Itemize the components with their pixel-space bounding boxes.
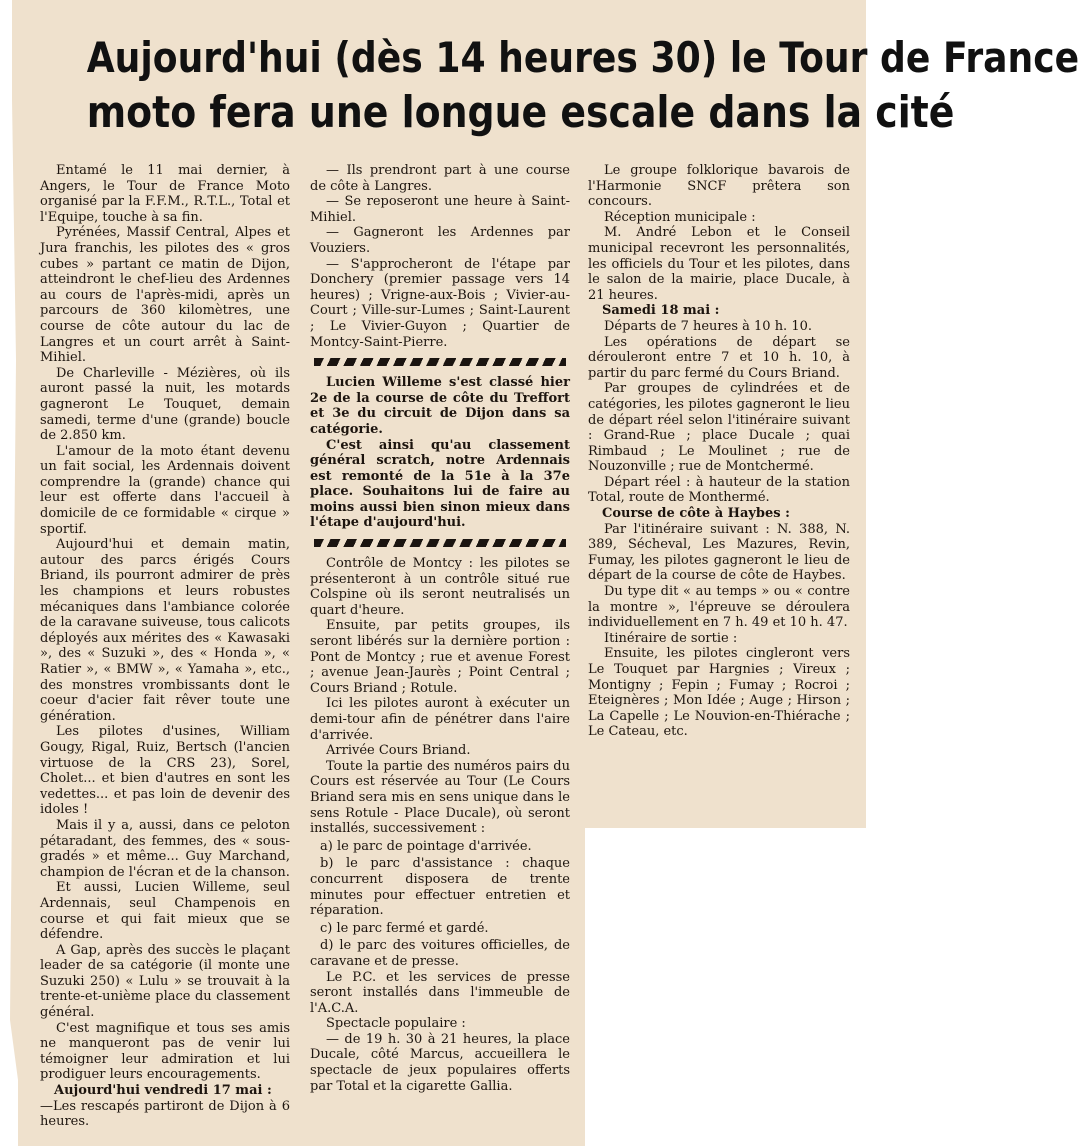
column-2-bottom [310, 556, 570, 1094]
paragraph: Pyrénées, Massif Central, Alpes et Jura franchis, les pilotes des « gros cubes » partant ce matin de Dijon, atteindront le chef-lieu des Ardennes au cours de l'après-midi, après un parcours de 360 kilomètres, une course de côte autour du lac de Langres et un court arrêt à Saint-Mihiel. [40, 225, 290, 366]
column-2-top [310, 163, 570, 350]
paragraph: b) le parc d'assistance : chaque concurrent disposera de trente minutes pour effectuer entretien et réparation. [310, 856, 570, 919]
paragraph: Ensuite, par petits groupes, ils seront libérés sur la dernière portion : Pont de Montcy ; rue et avenue Forest ; avenue Jean-Jaurès ; Point Central ; Cours Briand ; Rotule. [310, 618, 570, 696]
paragraph: Du type dit « au temps » ou « contre la montre », l'épreuve se déroulera individuellement en 7 h. 49 et 10 h. 47. [588, 584, 850, 631]
paragraph: Ici les pilotes auront à exécuter un demi-tour afin de pénétrer dans l'aire d'arrivée. [310, 696, 570, 743]
paragraph: Entamé le 11 mai dernier, à Angers, le Tour de France Moto organisé par la F.F.M., R.T.L., Total et l'Equipe, touche à sa fin. [40, 163, 290, 225]
willeme-box [310, 375, 570, 531]
column-1 [40, 163, 290, 1130]
paragraph: Départs de 7 heures à 10 h. 10. [604, 318, 812, 334]
paragraph: Par l'itinéraire suivant : N. 388, N. 389, Sécheval, Les Mazures, Revin, Fumay, les pilotes gagneront le lieu de départ de la course de côte de Haybes. [588, 521, 850, 584]
paragraph: Mais il y a, aussi, dans ce peloton pétaradant, des femmes, des « sous-gradés » et même... Guy Marchand, champion de l'écran et de la chanson. [40, 817, 290, 880]
paragraph: Course de côte à Haybes : [602, 506, 790, 522]
paragraph: — Se reposeront une heure à Saint-Mihiel. [310, 194, 570, 225]
paragraph: De Charleville - Mézières, où ils auront passé la nuit, les motards gagneront Le Touquet, demain samedi, terme d'une (grande) boucle de 2.850 km. [40, 365, 290, 444]
paragraph: Toute la partie des numéros pairs du Cours est réservée au Tour (Le Cours Briand sera mis en sens unique dans le sens Rotule - Place Ducale), où seront installés, successivement : [310, 758, 570, 837]
column-3 [588, 163, 850, 740]
separator-rule [314, 539, 566, 547]
paragraph: C'est ainsi qu'au classement général scratch, notre Ardennais est remonté de la 51e à la 37e place. Souhaitons lui de faire au moins aussi bien sinon mieux dans l'étape d'aujourd'hui. [310, 437, 570, 531]
paragraph: A Gap, après des succès le plaçant leader de sa catégorie (il monte une Suzuki 250) « Lulu » se trouvait à la trente-et-unième place du classement général. [40, 942, 290, 1021]
paragraph: — de 19 h. 30 à 21 heures, la place Ducale, côté Marcus, accueillera le spectacle de jeux populaires offerts par Total et la cigarette Gallia. [310, 1031, 570, 1094]
paragraph: Lucien Willeme s'est classé hier 2e de la course de côte du Treffort et 3e du circuit de Dijon dans sa catégorie. [310, 375, 570, 437]
paragraph: Aujourd'hui vendredi 17 mai : [54, 1083, 272, 1099]
paragraph: Les pilotes d'usines, William Gougy, Rigal, Ruiz, Bertsch (l'ancien virtuose de la CRS 23), Sorel, Cholet... et bien d'autres en sont les vedettes... et pas loin de devenir des idoles ! [40, 724, 290, 818]
paragraph: Spectacle populaire : [326, 1016, 466, 1032]
paragraph: Les opérations de départ se dérouleront entre 7 et 10 h. 10, à partir du parc fermé du Cours Briand. [588, 334, 850, 381]
paragraph: a) le parc de pointage d'arrivée. [320, 838, 532, 854]
paragraph: Ensuite, les pilotes cingleront vers Le Touquet par Hargnies ; Vireux ; Montigny ; Fepin ; Fumay ; Rocroi ; Eteignères ; Mon Idée ; Auge ; Hirson ; La Capelle ; Le Nouvion-en-Thiérache ; Le Cateau, etc. [588, 646, 850, 740]
article-headline [86, 32, 1079, 142]
paragraph: Réception municipale : [604, 209, 756, 225]
paragraph: Le groupe folklorique bavarois de l'Harmonie SNCF prêtera son concours. [588, 163, 850, 210]
paragraph: — Ils prendront part à une course de côte à Langres. [310, 163, 570, 194]
paragraph: Et aussi, Lucien Willeme, seul Ardennais, seul Champenois en course et qui fait mieux que se défendre. [40, 880, 290, 943]
paragraph: L'amour de la moto étant devenu un fait social, les Ardennais doivent comprendre la (grande) chance qui leur est offerte dans l'accueil à domicile de ce formidable « cirque » sportif. [40, 443, 290, 537]
separator-rule [314, 358, 566, 366]
headline-line-2: moto fera une longue escale dans la cité [86, 87, 955, 138]
paragraph: — S'approcheront de l'étape par Donchery (premier passage vers 14 heures) ; Vrigne-aux-Bois ; Vivier-au-Court ; Ville-sur-Lumes ; Saint-Laurent ; Le Vivier-Guyon ; Quartier de Montcy-Saint-Pierre. [310, 256, 570, 350]
paragraph: — Gagneront les Ardennes par Vouziers. [310, 225, 570, 256]
paragraph: C'est magnifique et tous ses amis ne manqueront pas de venir lui témoigner leur admiration et lui prodiguer leurs encouragements. [40, 1020, 290, 1083]
column-2 [310, 163, 570, 1094]
paragraph: Contrôle de Montcy : les pilotes se présenteront à un contrôle situé rue Colspine où ils seront neutralisés un quart d'heure. [310, 556, 570, 618]
paragraph: Itinéraire de sortie : [604, 630, 738, 646]
paragraph: Par groupes de cylindrées et de catégories, les pilotes gagneront le lieu de départ réel selon l'itinéraire suivant : Grand-Rue ; place Ducale ; quai Rimbaud ; Le Moulinet ; rue de Nouzonville ; rue de Montchermé. [588, 381, 850, 475]
paragraph: d) le parc des voitures officielles, de caravane et de presse. [310, 938, 570, 969]
paragraph: Départ réel : à hauteur de la station Total, route de Monthermé. [588, 474, 850, 506]
paragraph: Arrivée Cours Briand. [326, 743, 471, 759]
paragraph: Aujourd'hui et demain matin, autour des parcs érigés Cours Briand, ils pourront admirer de près les champions et leurs robustes mécaniques dans l'ambiance colorée de la caravane suiveuse, tous calicots déployés aux mérites des « Kawasaki », des « Suzuki », des « Honda », « Ratier », « BMW », « Yamaha », etc., des monstres vrombissants dont le coeur d'acier fait rêver toute une génération. [40, 537, 290, 724]
headline-line-1: Aujourd'hui (dès 14 heures 30) le Tour de France [86, 33, 1079, 82]
paragraph: M. André Lebon et le Conseil municipal recevront les personnalités, les officiels du Tour et les pilotes, dans le salon de la mairie, place Ducale, à 21 heures. [588, 225, 850, 303]
paragraph: Le P.C. et les services de presse seront installés dans l'immeuble de l'A.C.A. [310, 969, 570, 1016]
paragraph: c) le parc fermé et gardé. [320, 920, 489, 936]
paragraph: Samedi 18 mai : [602, 303, 720, 319]
paragraph: —Les rescapés partiront de Dijon à 6 heures. [40, 1098, 290, 1130]
